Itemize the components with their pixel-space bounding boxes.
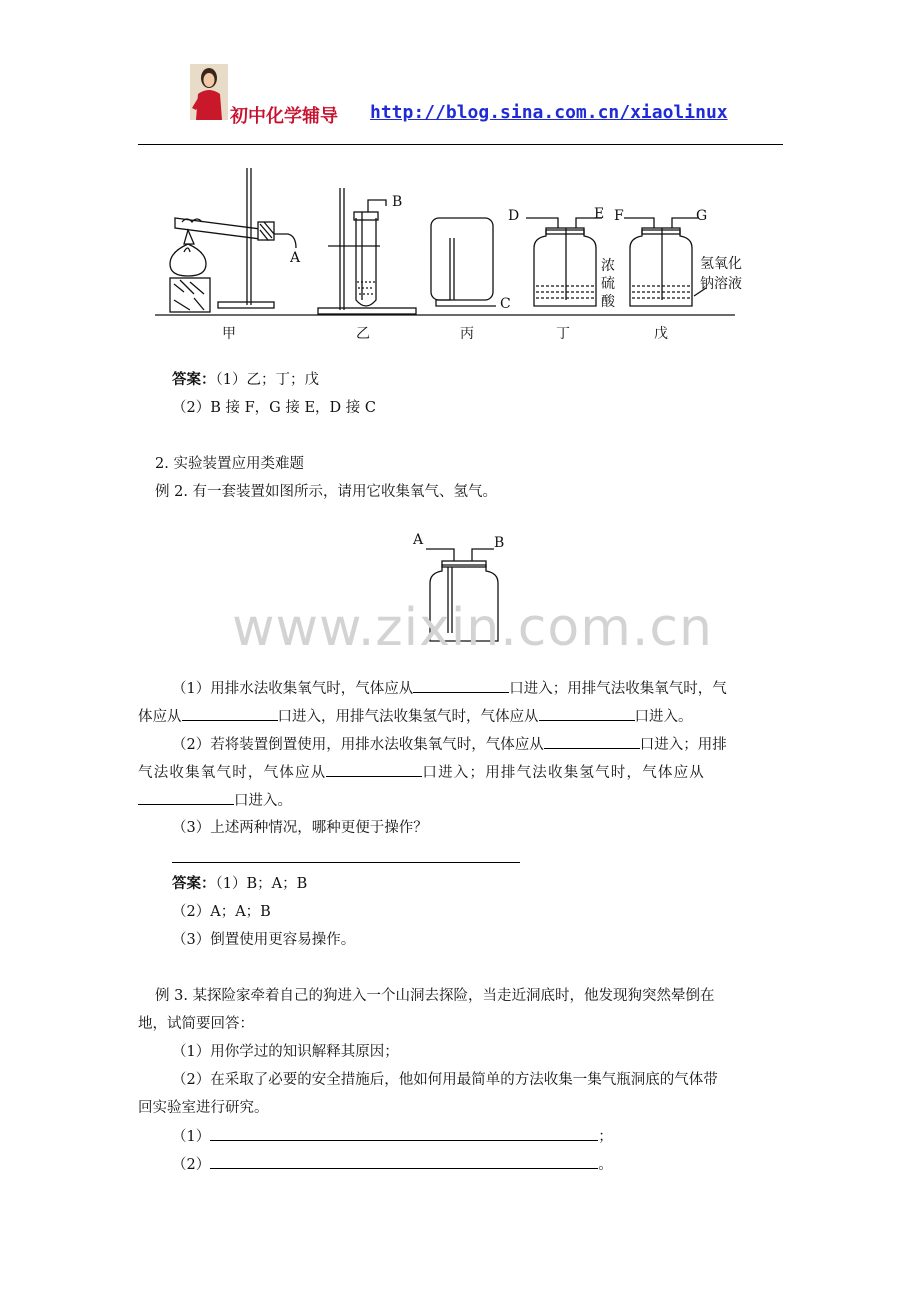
apparatus-ding (526, 218, 602, 306)
reagent-ding-2: 硫 (601, 276, 615, 292)
answer2-label: 答案： (172, 875, 216, 892)
apparatus-jia (170, 168, 296, 312)
bottle-port-b: B (494, 535, 505, 551)
answer2-line3: （3）倒置使用更容易操作。 (172, 932, 356, 948)
blank2-label: （2） (172, 1157, 211, 1173)
q2-text-e: 口进入。 (234, 793, 292, 809)
q3-answer-blank[interactable] (172, 862, 520, 863)
apparatus-figure (150, 160, 750, 350)
example2-intro: 例 2. 有一套装置如图所示，请用它收集氧气、氢气。 (155, 484, 498, 500)
port-d-label: D (508, 208, 520, 224)
label-wu: 戊 (654, 326, 668, 342)
example3-q2-line2: 回实验室进行研究。 (138, 1100, 269, 1116)
avatar (190, 64, 228, 120)
q2-blank-2[interactable] (326, 762, 422, 777)
q2-text-c: 气法收集氧气时，气体应从 (138, 765, 327, 781)
example3-intro-line2: 地，试简要回答： (138, 1016, 254, 1032)
example3-blank2-line (172, 1154, 613, 1175)
answer1-text1: （1）乙；丁；戊 (215, 372, 319, 388)
port-c-label: C (500, 296, 511, 312)
q1-text-a: （1）用排水法收集氧气时，气体应从 (172, 681, 414, 697)
label-yi: 乙 (356, 326, 370, 342)
reagent-wu-1: 氢氧化 (700, 256, 742, 272)
q2-line3 (138, 790, 292, 811)
example3-blank-2[interactable] (210, 1154, 598, 1169)
answer2-line2: （2）A；A；B (172, 904, 271, 920)
answer1-line2: （2）B 接 F，G 接 E，D 接 C (172, 400, 376, 416)
answer1-line1 (172, 370, 319, 390)
example3-blank1-line (172, 1126, 613, 1147)
port-f-label: F (614, 208, 624, 224)
answer1-label: 答案： (172, 371, 216, 388)
q1-blank-3[interactable] (539, 706, 635, 721)
q1-text-b: 口进入；用排气法收集氧气时，气 (509, 681, 727, 697)
q2-text-b: 口进入；用排 (639, 737, 727, 753)
example3-intro-line1: 例 3. 某探险家牵着自己的狗进入一个山洞去探险，当走近洞底时，他发现狗突然晕倒在 (155, 988, 715, 1004)
q1-text-e: 口进入。 (634, 709, 693, 725)
reagent-ding-3: 酸 (601, 294, 615, 310)
q2-text-a: （2）若将装置倒置使用，用排水法收集氧气时，气体应从 (172, 737, 544, 753)
reagent-ding-1: 浓 (601, 258, 615, 274)
q2-line1 (172, 734, 727, 755)
brand-title: 初中化学辅导 (230, 106, 338, 127)
port-b-label: B (392, 194, 403, 210)
label-ding: 丁 (556, 326, 570, 342)
answer2-line1 (172, 874, 307, 894)
label-bing: 丙 (460, 326, 474, 342)
reagent-wu-2: 钠溶液 (700, 276, 742, 292)
q1-line1 (172, 678, 727, 699)
port-e-label: E (594, 206, 605, 222)
port-g-label: G (696, 208, 708, 224)
q1-blank-1[interactable] (413, 678, 509, 693)
watermark: www.zixin.com.cn (232, 598, 713, 658)
q1-text-d: 口进入，用排气法收集氢气时，气体应从 (277, 709, 539, 725)
label-jia: 甲 (222, 326, 236, 342)
example3-blank-1[interactable] (210, 1126, 598, 1141)
bottle-port-a: A (413, 532, 424, 548)
page-header (190, 64, 790, 127)
apparatus-bing (431, 218, 496, 306)
q2-line2 (138, 762, 705, 783)
apparatus-wu (624, 218, 706, 306)
section2-title: 2. 实验装置应用类难题 (155, 456, 304, 472)
q3-line: （3）上述两种情况，哪种更便于操作？ (172, 820, 428, 836)
example3-q2-line1: （2）在采取了必要的安全措施后，他如何用最简单的方法收集一集气瓶洞底的气体带 (172, 1072, 718, 1088)
q2-blank-3[interactable] (138, 790, 234, 805)
port-a-label: A (290, 250, 301, 266)
header-divider (138, 144, 783, 145)
q2-blank-1[interactable] (544, 734, 640, 749)
blog-link[interactable]: http://blog.sina.com.cn/xiaolinux (370, 102, 728, 123)
answer2-text1: （1）B；A；B (215, 876, 308, 892)
q2-text-d: 口进入；用排气法收集氢气时，气体应从 (422, 765, 706, 781)
blank1-label: （1） (172, 1129, 211, 1145)
q1-blank-2[interactable] (182, 706, 278, 721)
q1-text-c: 体应从 (138, 709, 182, 725)
blank2-end: 。 (598, 1157, 613, 1173)
q1-line2 (138, 706, 693, 727)
example3-q1: （1）用你学过的知识解释其原因； (172, 1044, 399, 1060)
blank1-end: ； (598, 1129, 613, 1145)
